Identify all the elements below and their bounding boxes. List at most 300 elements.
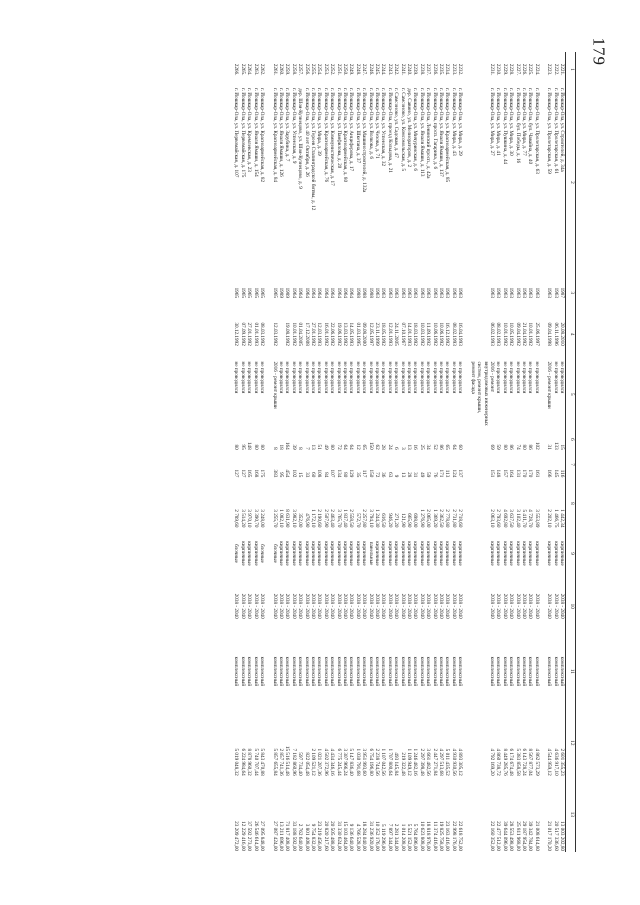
- table-cell: не проводился: [303, 361, 310, 394]
- table-cell: не проводился: [444, 361, 451, 394]
- table-cell: г. Йошкар-Ола, ул. Мира, д. 27: [488, 88, 495, 156]
- table-row: [418, 52, 424, 852]
- table-cell: 2264.: [246, 63, 253, 76]
- table-cell: блочные: [259, 544, 266, 563]
- table-cell: г. Йошкар-Ола, проезд Кольцова, д. 21: [386, 88, 393, 173]
- table-cell: комплексный: [527, 656, 534, 687]
- table-cell: 1 369,20: [431, 509, 438, 528]
- table-cell: не проводился: [412, 361, 419, 394]
- table-cell: 4 893 305,12: [457, 748, 464, 776]
- table-cell: 116: [559, 469, 565, 478]
- table-cell: 12.03.1992: [271, 322, 278, 346]
- table-cell: 1965: [239, 287, 246, 298]
- table-cell: г. Йошкар-Ола, ул. Яналя Ямаши, д. 154: [252, 88, 259, 177]
- table-cell: 31 236 920,00: [367, 821, 374, 851]
- table-cell: 2038 - 2040: [367, 593, 374, 619]
- table-cell: 2221.: [559, 63, 565, 76]
- table-cell: 665,90: [406, 513, 413, 528]
- table-cell: 2 789,60: [233, 509, 240, 528]
- table-cell: г. Йошкар-Ола, ул. Панфилова, д. 20: [335, 88, 342, 169]
- table-cell: 3 765,70: [335, 509, 342, 528]
- table-cell: 33: [303, 472, 310, 478]
- table-cell: 2235.: [438, 63, 445, 76]
- table-cell: 2 507,90: [322, 509, 329, 528]
- table-cell: 2247.: [361, 63, 368, 76]
- table-cell: 2 065,00: [425, 509, 432, 528]
- table-cell: 2038 - 2040: [508, 593, 515, 619]
- table-cell: комплексный: [450, 656, 457, 687]
- table-cell: 13 003 202,80: [559, 821, 565, 851]
- table-cell: 8: [271, 447, 278, 450]
- table-cell: комплексный: [438, 656, 445, 687]
- table-cell: 1 276,90: [418, 509, 425, 528]
- table-cell: 10.03.1992: [418, 322, 425, 346]
- table-cell: 15: [297, 472, 304, 478]
- table-cell: 16: [412, 444, 419, 450]
- table-cell: 5 740 707,44: [252, 748, 259, 776]
- table-cell: 21 008 614,80: [533, 821, 540, 851]
- table-cell: 2 447 271,84: [431, 748, 438, 776]
- table-cell: 6 775 245,44: [335, 748, 342, 776]
- table-cell: 2038 - 2040: [450, 593, 457, 619]
- table-cell: не проводился: [431, 361, 438, 394]
- table-cell: 22 477 512,00: [495, 821, 502, 851]
- table-cell: 2038 - 2040: [412, 593, 419, 619]
- table-cell: кирпичные: [412, 541, 419, 566]
- table-cell: 51: [316, 444, 323, 450]
- table-cell: не проводился: [552, 361, 559, 394]
- table-cell: 1963: [374, 287, 381, 298]
- table-cell: 64: [348, 444, 355, 450]
- table-cell: 107: [329, 469, 336, 478]
- table-cell: кирпичные: [559, 541, 565, 566]
- table-cell: 80: [252, 444, 259, 450]
- table-cell: комплексный: [309, 656, 316, 687]
- table-row: [501, 52, 507, 852]
- table-row: [322, 52, 328, 852]
- table-cell: 2252.: [329, 63, 336, 76]
- table-cell: 1989: [277, 287, 284, 298]
- table-cell: 29 187 954,00: [520, 821, 527, 851]
- table-cell: г. Йошкар-Ола, ул. Красноармейская, д. 85: [444, 88, 451, 183]
- table-cell: 1965: [233, 287, 240, 298]
- table-cell: комплексный: [303, 656, 310, 687]
- table-cell: г. Йошкар-Ола, ул. Красноармейская, д. 76: [322, 88, 329, 183]
- table-cell: 134: [335, 469, 342, 478]
- table-row: [406, 52, 412, 852]
- table-cell: 2237.: [425, 63, 432, 76]
- table-cell: 20 505 488,00: [329, 821, 336, 851]
- table-cell: 12: [354, 444, 361, 450]
- table-cell: 2260.: [277, 63, 284, 76]
- table-cell: 2038 - 2040: [501, 593, 508, 619]
- table-cell: 31: [546, 444, 553, 450]
- table-cell: г. Йошкар-Ола, ул. Мира, д. 30: [508, 88, 515, 156]
- table-cell: 69: [488, 444, 495, 450]
- table-cell: не проводился: [559, 361, 565, 394]
- table-cell: комплексный: [386, 656, 393, 687]
- table-cell: 1963: [393, 287, 400, 298]
- table-cell: 1963: [508, 287, 515, 298]
- table-cell: г. Йошкар-Ола, ул. Шкетана, д. 37: [354, 88, 361, 164]
- table-cell: 148: [495, 469, 502, 478]
- table-cell: комплексный: [418, 656, 425, 687]
- table-cell: 10 352 176,00: [374, 821, 381, 851]
- table-cell: г. Йошкар-Ола, Ленинский просп., д. 42а: [425, 88, 432, 179]
- table-cell: 2038 - 2040: [488, 593, 495, 619]
- table-cell: г. Йошкар-Ола, ул. Пролетарская, д. 59: [546, 88, 553, 174]
- table-cell: 2038 - 2040: [559, 593, 565, 619]
- table-cell: 06.02.1993: [488, 322, 495, 346]
- table-cell: 2038 - 2040: [552, 593, 559, 619]
- table-cell: 8 449 285,76: [501, 748, 508, 776]
- table-cell: 1964: [290, 287, 297, 298]
- table-cell: 2 362,50: [438, 509, 445, 528]
- table-cell: 76: [431, 472, 438, 478]
- table-cell: кирпичные: [399, 541, 406, 566]
- table-cell: 171: [438, 469, 445, 478]
- table-cell: 49: [322, 444, 329, 450]
- table-cell: 24.11.2005: [393, 322, 400, 346]
- table-cell: не проводился: [520, 361, 527, 394]
- table-cell: 2255.: [309, 63, 316, 76]
- table-cell: не проводился: [508, 361, 515, 394]
- table-cell: 2251.: [335, 63, 342, 76]
- table-cell: 164: [508, 469, 515, 478]
- table-cell: 2249.: [348, 63, 355, 76]
- column-number: 10: [566, 579, 576, 634]
- table-cell: не проводился: [335, 361, 342, 394]
- table-cell: не проводился: [399, 361, 406, 394]
- table-cell: 10.06.1992: [431, 322, 438, 346]
- table-cell: комплексный: [406, 656, 413, 687]
- table-cell: 4 792 169,20: [488, 748, 495, 776]
- rotated-table-frame: [106, 52, 576, 852]
- table-cell: 2240.: [406, 63, 413, 76]
- table-cell: не проводился: [380, 361, 387, 394]
- table-cell: комплексный: [444, 656, 451, 687]
- table-cell: 2258.: [290, 63, 297, 76]
- table-cell: г. Йошкар-Ола, ул. Красноармейская, д. 84: [271, 88, 278, 183]
- table-cell: комплексный: [252, 656, 259, 687]
- table-cell: 2038 - 2040: [284, 593, 291, 619]
- table-cell: 2222.: [552, 63, 559, 76]
- table-cell: 8 878 960,32: [246, 748, 253, 776]
- table-cell: 86: [527, 444, 534, 450]
- table-cell: г. Йошкар-Ола, ул. Зарубина, д. 7: [284, 88, 291, 162]
- table-cell: г. Йошкар-Ола, ул. Кремлевская, д. 23: [246, 88, 253, 172]
- table-cell: 5 019 048,32: [233, 748, 240, 776]
- table-cell: г. Йошкар-Ола, ул. Мира, д. 29: [457, 88, 464, 156]
- table-cell: 71 817 408,00: [284, 821, 291, 851]
- table-cell: 20 517 336,60: [552, 821, 559, 851]
- table-cell: 8: [297, 447, 304, 450]
- table-cell: г. Йошкар-Ола, ул. Мира, д. 77: [520, 88, 527, 156]
- table-cell: 2229.: [501, 63, 508, 76]
- column-number: 5: [566, 360, 576, 428]
- table-cell: 2236.: [431, 63, 438, 76]
- table-cell: комплексный: [316, 656, 323, 687]
- table-cell: 7 182 860,96: [290, 748, 297, 776]
- table-cell: не проводился: [450, 361, 457, 394]
- table-cell: 2246.: [367, 63, 374, 76]
- table-cell: кирпичные: [290, 541, 297, 566]
- table-cell: г. Йошкар-Ола, ул. Мичуринская, д. 6: [412, 88, 419, 172]
- table-cell: комплексный: [284, 656, 291, 687]
- table-cell: кирпичные: [284, 541, 291, 566]
- table-cell: 64: [342, 444, 348, 450]
- table-cell: 2038 - 2040: [399, 593, 406, 619]
- table-cell: 2 463,40: [329, 509, 336, 528]
- table-cell: 13: [406, 444, 413, 450]
- table-cell: 5 119 296,00: [380, 823, 387, 851]
- table-cell: 1963: [527, 287, 534, 298]
- table-row: [386, 52, 392, 852]
- table-cell: 23 209 472,00: [233, 821, 240, 851]
- table-cell: 80: [329, 444, 336, 450]
- page-number: 179: [589, 37, 608, 66]
- table-cell: не проводился: [425, 361, 432, 394]
- table-cell: комплексный: [290, 656, 297, 687]
- table-cell: 01.04.2005: [297, 322, 304, 346]
- table-cell: 2038 - 2040: [520, 593, 527, 619]
- table-cell: 12.01.1993: [386, 322, 393, 346]
- column-number: 13: [566, 777, 576, 852]
- table-cell: 2038 - 2040: [495, 593, 502, 619]
- table-cell: г. Йошкар-Ола, ул. Успенская, д. 9: [290, 88, 297, 164]
- table-cell: 13.03.1992: [342, 322, 348, 346]
- table-cell: 102: [290, 469, 297, 478]
- table-cell: 9: [393, 474, 400, 478]
- table-cell: 2038 - 2040: [322, 593, 329, 619]
- table-cell: 2038 - 2040: [361, 593, 368, 619]
- table-cell: кирпичные: [386, 541, 393, 566]
- table-cell: г. Йошкар-Ола, ул. Мира, д. 43: [450, 88, 457, 156]
- table-cell: 1965: [252, 287, 259, 298]
- table-cell: 1964: [329, 287, 336, 298]
- table-cell: 2 558,50: [348, 509, 355, 528]
- table-cell: 19 825 758,00: [438, 821, 445, 851]
- table-cell: не проводился: [297, 361, 304, 394]
- table-row: [240, 52, 246, 852]
- table-cell: 3 390,70: [252, 509, 259, 528]
- table-cell: 1963: [399, 287, 406, 298]
- table-cell: 10.01.1992: [527, 322, 534, 346]
- table-cell: 4 728,70: [527, 509, 534, 528]
- table-cell: 219 322,48: [399, 752, 406, 776]
- table-cell: 1964: [342, 287, 348, 298]
- table-cell: 1963: [495, 287, 502, 298]
- table-cell: 64: [450, 444, 457, 450]
- table-cell: 2223.: [546, 63, 553, 76]
- table-cell: 4 930 930,56: [450, 748, 457, 776]
- table-cell: не проводился: [438, 361, 445, 394]
- table-cell: г. Йошкар-Ола, ул. Чехова, д. 71: [374, 88, 381, 159]
- table-cell: 2262.: [259, 63, 266, 76]
- table-cell: 822 054,48: [303, 752, 310, 776]
- table-cell: 16.12.1992: [444, 322, 451, 346]
- table-cell: 170: [520, 469, 527, 478]
- table-cell: 8 631,90: [284, 509, 291, 528]
- table-cell: 572,70: [354, 513, 361, 528]
- table-cell: 2038 - 2040: [431, 593, 438, 619]
- table-cell: 65: [361, 444, 368, 450]
- table-cell: 1 244,30: [374, 509, 381, 528]
- table-cell: не проводился: [457, 361, 464, 394]
- table-cell: кирпичные: [552, 541, 559, 566]
- table-cell: 2227.: [514, 63, 521, 76]
- table-cell: 16.04.1993: [457, 322, 464, 346]
- table-cell: кирпичные: [393, 541, 400, 566]
- table-cell: 80: [233, 444, 240, 450]
- table-cell: 5 764 096,00: [412, 823, 419, 851]
- table-cell: 3 553,89: [533, 509, 540, 528]
- table-cell: г. Йошкар-Ола, ул. Успенская, д. 32: [380, 88, 387, 167]
- table-cell: 168: [252, 469, 259, 478]
- table-cell: 137: [457, 469, 464, 478]
- table-cell: 148: [246, 441, 253, 450]
- table-cell: 1963: [450, 287, 457, 298]
- table-cell: кирпичные: [277, 541, 284, 566]
- table-cell: 4 544 959,12: [546, 748, 553, 776]
- table-cell: 86: [508, 444, 515, 450]
- table-row: [425, 52, 431, 852]
- table-cell: 454: [284, 469, 291, 478]
- column-number: 4: [566, 308, 576, 361]
- table-cell: 2038 - 2040: [277, 593, 284, 619]
- table-cell: не проводился: [361, 361, 368, 394]
- table-cell: 15 103 464,00: [342, 821, 348, 851]
- table-cell: 60: [309, 472, 316, 478]
- table-cell: 18: [277, 444, 284, 450]
- table-cell: 15 516 514,48: [284, 745, 291, 776]
- table-cell: г. Самсоново, ул. Комсомольская, д. 5: [399, 88, 406, 172]
- table-cell: комплексный: [546, 656, 553, 687]
- table-cell: 2 202,10: [546, 509, 553, 528]
- table-cell: 1963: [533, 287, 540, 298]
- table-row: [438, 52, 444, 852]
- table-cell: 2 601 355,23: [559, 748, 565, 776]
- table-cell: 2242.: [393, 63, 400, 76]
- table-cell: 23 219 456,00: [316, 821, 323, 851]
- table-cell: 95: [239, 444, 246, 450]
- table-cell: 80: [259, 444, 266, 450]
- table-cell: 1988: [367, 287, 374, 298]
- table-cell: 1 082,10: [277, 509, 284, 528]
- column-number: 1: [566, 52, 576, 87]
- table-cell: 2038 - 2040: [380, 593, 387, 619]
- table-row: [290, 52, 296, 852]
- table-row: [374, 52, 380, 852]
- table-cell: 2 731,80: [450, 509, 457, 528]
- table-row: [271, 52, 277, 852]
- table-cell: 1987: [559, 287, 565, 298]
- table-cell: не проводился: [290, 361, 297, 394]
- table-cell: г. Йошкар-Ола, ул. Мира, д. 39: [316, 88, 323, 156]
- table-cell: 117: [361, 469, 368, 478]
- table-cell: 86: [438, 444, 445, 450]
- table-cell: 12.05.1997: [367, 322, 374, 346]
- table-cell: комплексный: [348, 656, 355, 687]
- table-cell: 26 546 614,00: [252, 821, 259, 851]
- table-cell: 21 017 170,20: [546, 821, 553, 851]
- table-cell: 3 514,20: [239, 509, 246, 528]
- table-cell: комплексный: [322, 656, 329, 687]
- table-cell: 3 982,10: [290, 509, 297, 528]
- table-cell: 2038 - 2040: [425, 593, 432, 619]
- table-cell: 4 434 346,16: [329, 748, 336, 776]
- table-cell: кирпичные: [374, 541, 381, 566]
- table-cell: комплексный: [559, 656, 565, 687]
- table-cell: 129: [348, 469, 355, 478]
- table-cell: 1 837,40: [342, 509, 348, 528]
- column-number: 12: [566, 709, 576, 777]
- table-cell: 18 818 976,00: [425, 821, 432, 851]
- table-cell: 2038 - 2040: [309, 593, 316, 619]
- housing-register-table: [233, 52, 576, 852]
- table-cell: 2038 - 2040: [348, 593, 355, 619]
- table-cell: 4 636 917,10: [552, 748, 559, 776]
- column-number: 7: [566, 451, 576, 479]
- table-cell: г. Йошкар-Ола, ул. 40 лет Октября, д. 26: [303, 88, 310, 177]
- table-cell: 11.09.1992: [425, 322, 432, 346]
- table-cell: 74: [514, 444, 521, 450]
- table-cell: г. Йошкар-Ола, просп. Гагарина, д. 6: [431, 88, 438, 170]
- table-cell: комплексный: [514, 656, 521, 687]
- table-cell: 25.06.1997: [533, 322, 540, 346]
- table-cell: 18 284 040,00: [361, 821, 368, 851]
- table-cell: 1 172,10: [309, 509, 316, 528]
- table-cell: 34: [425, 444, 432, 450]
- table-cell: 1963: [488, 287, 495, 298]
- table-cell: 1963: [431, 287, 438, 298]
- table-cell: 1988: [361, 287, 368, 298]
- table-cell: 1 021 207,36: [316, 748, 323, 776]
- table-cell: 2 257,80: [361, 509, 368, 528]
- table-cell: 25: [418, 444, 425, 450]
- table-cell: 36: [380, 472, 387, 478]
- table-cell: не проводился: [418, 361, 425, 394]
- table-cell: 10.01.1992: [501, 322, 508, 346]
- table-cell: 1964: [348, 287, 355, 298]
- table-cell: не проводился: [354, 361, 361, 394]
- table-body: [233, 52, 565, 852]
- table-cell: 2038 - 2040: [527, 593, 534, 619]
- table-cell: 3 661 482,56: [425, 748, 432, 776]
- table-cell: 60: [457, 444, 464, 450]
- table-cell: 09.04.1998: [546, 322, 553, 346]
- table-cell: 08.02.1993: [450, 322, 457, 346]
- table-cell: кирпичные: [520, 541, 527, 566]
- table-cell: комплексный: [488, 656, 495, 687]
- table-cell: кирпичные: [246, 541, 253, 566]
- table-cell: кирпичные: [322, 541, 329, 566]
- table-cell: 06.11.1996: [552, 322, 559, 346]
- table-cell: г. Йошкар-Ола, ул. Первомайская, д. 107: [233, 88, 240, 178]
- table-cell: 2038 - 2040: [514, 593, 521, 619]
- table-cell: [278, 308, 284, 361]
- table-cell: 2038 - 2040: [546, 593, 553, 619]
- table-cell: 2230.: [495, 63, 502, 76]
- table-cell: 3 255,70: [271, 509, 278, 528]
- table-cell: 1963: [425, 287, 432, 298]
- table-cell: 22 618 752,00: [457, 821, 464, 851]
- table-cell: 2224.: [533, 63, 540, 76]
- table-cell: комплексный: [508, 656, 515, 687]
- table-cell: 1 014 208,00: [399, 823, 406, 851]
- table-cell: 3 970,10: [246, 509, 253, 528]
- table-cell: 164: [284, 441, 291, 450]
